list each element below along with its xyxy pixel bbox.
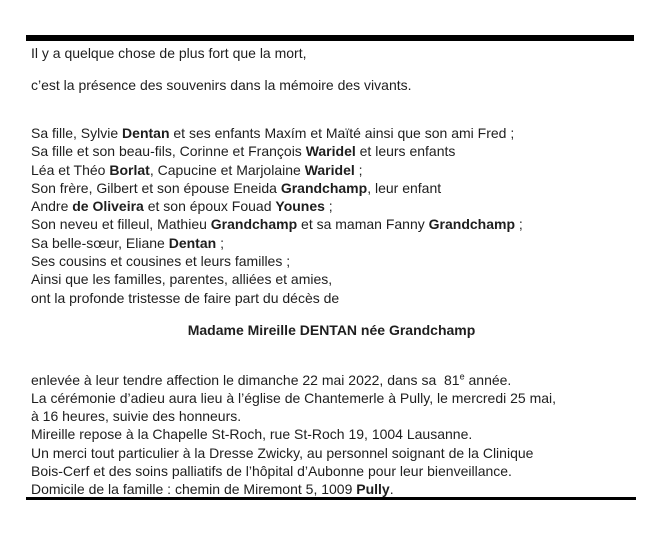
epigraph-line-2: c’est la présence des souvenirs dans la mémoire des vivants. — [31, 77, 412, 93]
text-line: Sa belle-sœur, Eliane Dentan ; — [31, 234, 224, 251]
bottom-rule — [26, 497, 636, 500]
text-line: ont la profonde tristesse de faire part du décès de — [31, 289, 340, 306]
text-line: Mireille repose à la Chapelle St-Roch, rue St-Roch 19, 1004 Lausanne. — [31, 426, 473, 443]
text-line: à 16 heures, suivie des honneurs. — [31, 408, 242, 425]
epigraph-line-1: Il y a quelque chose de plus fort que la mort, — [31, 45, 307, 61]
family-list — [31, 124, 523, 307]
text-line: Bois-Cerf et des soins palliatifs de l’hôpital d’Aubonne pour leur bienveillance. — [31, 462, 512, 479]
text-line: Domicile de la famille : chemin de Miremont 5, 1009 Pully. — [31, 480, 394, 497]
text-line: Un merci tout particulier à la Dresse Zwicky, au personnel soignant de la Clinique — [31, 444, 534, 461]
text-line: Son frère, Gilbert et son épouse Eneida Grandchamp, leur enfant — [31, 179, 442, 196]
top-rule — [26, 35, 634, 41]
text-line: Andre de Oliveira et son époux Fouad Younes ; — [31, 198, 333, 215]
text-line: Ainsi que les familles, parentes, alliées et amies, — [31, 271, 333, 288]
text-line: enlevée à leur tendre affection le dimanche 22 mai 2022, dans sa 81e année. — [31, 371, 512, 388]
text-line: Ses cousins et cousines et leurs familles ; — [31, 253, 291, 270]
deceased-name-title: Madame Mireille DENTAN née Grandchamp — [187, 322, 476, 338]
text-line: Léa et Théo Borlat, Capucine et Marjolaine Waridel ; — [31, 161, 363, 178]
text-line: Son neveu et filleul, Mathieu Grandchamp et sa maman Fanny Grandchamp ; — [31, 216, 523, 233]
details-list — [31, 371, 556, 498]
text-line: La cérémonie d’adieu aura lieu à l’église de Chantemerle à Pully, le mercredi 25 mai, — [31, 390, 557, 407]
text-line: Sa fille, Sylvie Dentan et ses enfants Maxím et Maïté ainsi que son ami Fred ; — [31, 125, 515, 141]
text-line: Sa fille et son beau-fils, Corinne et François Waridel et leurs enfants — [31, 143, 456, 160]
